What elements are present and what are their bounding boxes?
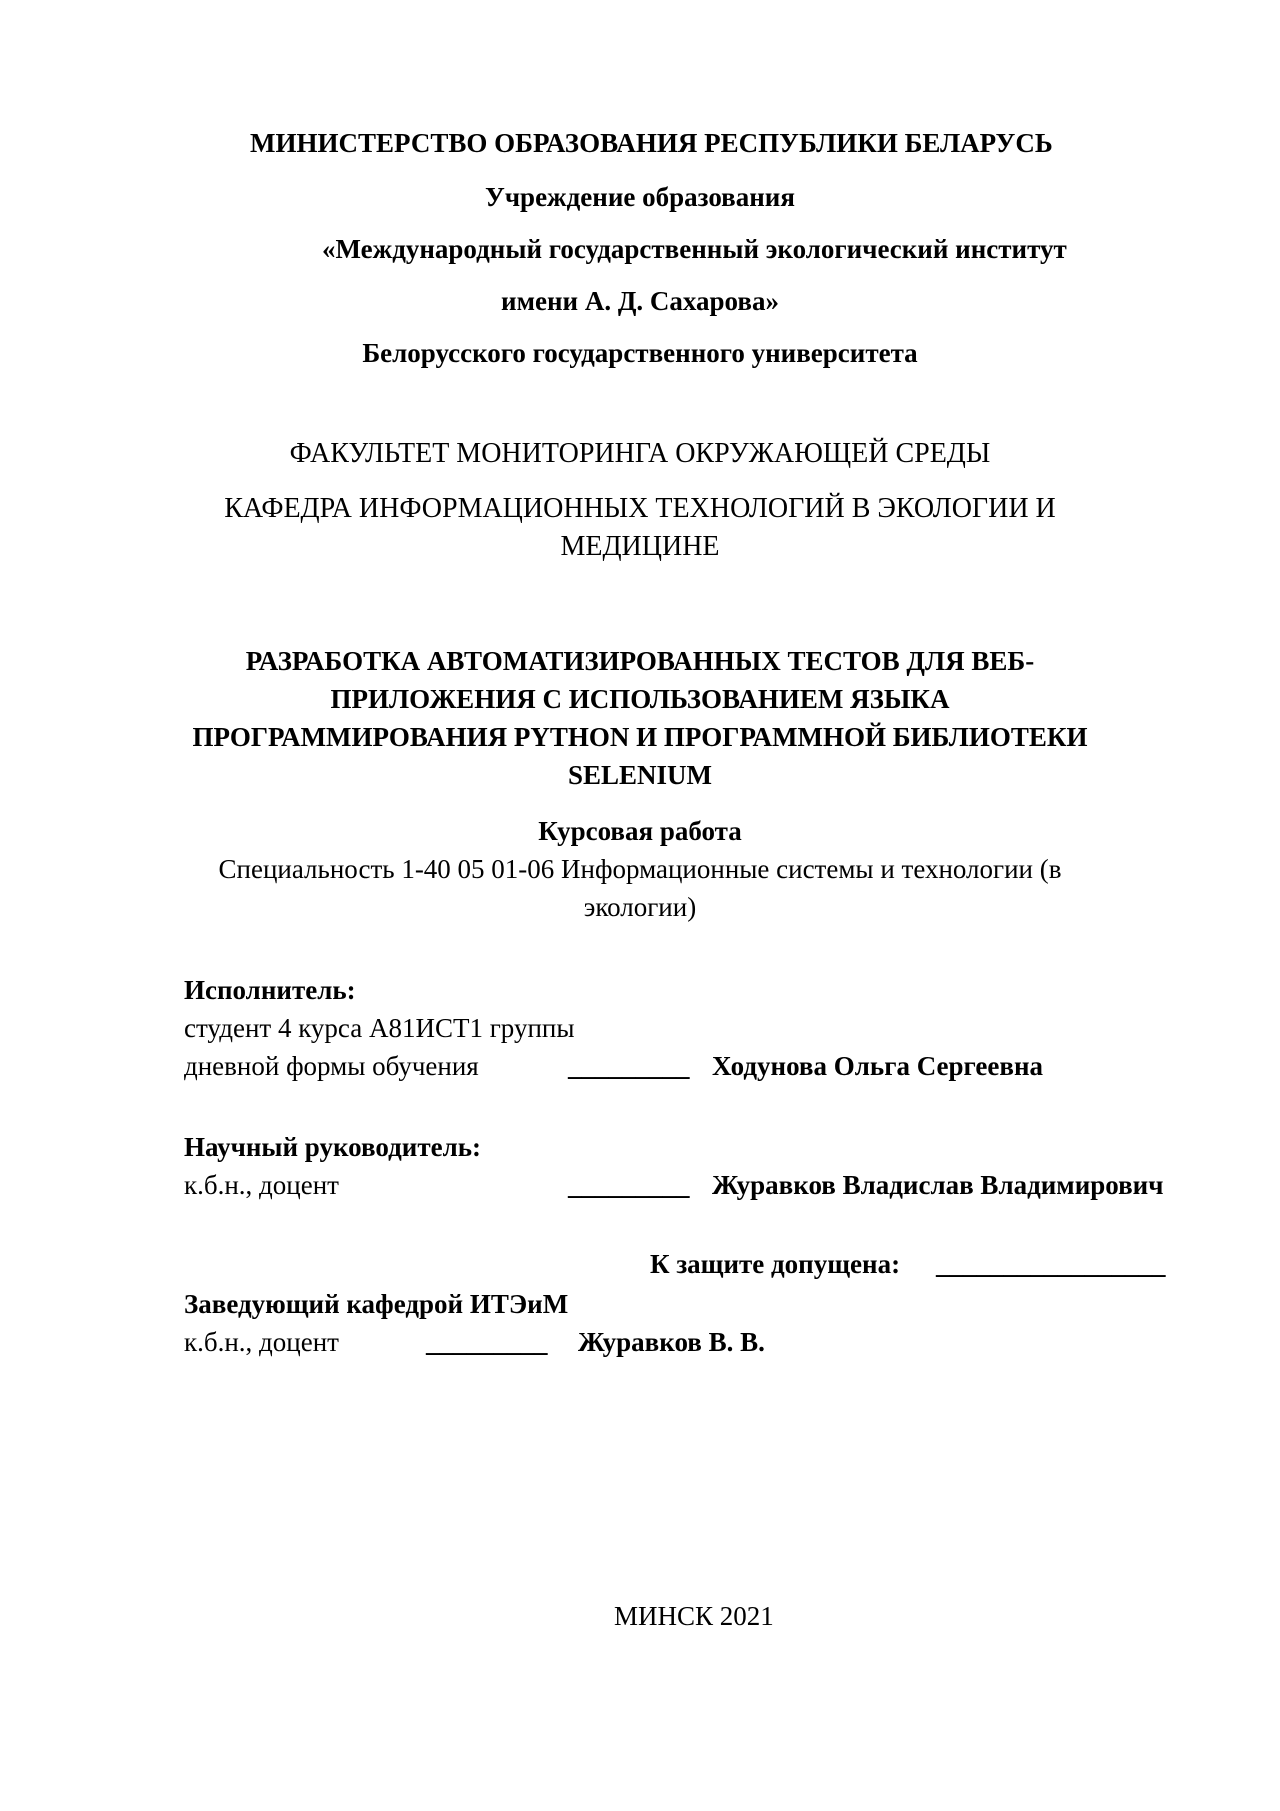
head-signature-line: _________ [426,1327,548,1357]
executor-heading: Исполнитель: [184,975,356,1005]
supervisor-signature-line: _________ [568,1170,690,1200]
supervisor-degree: к.б.н., доцент [184,1170,339,1200]
institution-type: Учреждение образования [485,182,795,212]
department-line2: МЕДИЦИНЕ [560,531,720,562]
faculty-name: ФАКУЛЬТЕТ МОНИТОРИНГА ОКРУЖАЮЩЕЙ СРЕДЫ [289,438,991,469]
title-line4: SELENIUM [567,760,713,790]
title-line3: ПРОГРАММИРОВАНИЯ PYTHON И ПРОГРАММНОЙ БИБЛИОТЕКИ [192,722,1088,752]
admission-blank: _________________ [936,1249,1166,1279]
head-heading: Заведующий кафедрой ИТЭиМ [184,1289,569,1319]
supervisor-name: Журавков Владислав Владимирович [712,1170,1164,1200]
head-name: Журавков В. В. [578,1327,765,1357]
institution-name-line2: имени А. Д. Сахарова» [501,286,779,316]
supervisor-heading: Научный руководитель: [184,1132,481,1162]
specialty-line2: экологии) [583,892,697,922]
specialty-line1: Специальность 1-40 05 01-06 Информационные системы и технологии (в [218,854,1062,884]
institution-name-line1: «Международный государственный экологический институт [322,234,1067,264]
head-degree: к.б.н., доцент [184,1327,339,1357]
university-name: Белорусского государственного университета [362,338,918,368]
executor-name: Ходунова Ольга Сергеевна [712,1051,1044,1081]
work-type: Курсовая работа [538,816,742,846]
department-line1: КАФЕДРА ИНФОРМАЦИОННЫХ ТЕХНОЛОГИЙ В ЭКОЛОГИИ И [224,493,1056,524]
executor-signature-line: _________ [568,1051,690,1081]
executor-study-form: дневной формы обучения [184,1051,479,1081]
ministry-title: МИНИСТЕРСТВО ОБРАЗОВАНИЯ РЕСПУБЛИКИ БЕЛАРУСЬ [250,128,1053,158]
title-line1: РАЗРАБОТКА АВТОМАТИЗИРОВАННЫХ ТЕСТОВ ДЛЯ ВЕБ- [245,646,1035,676]
title-line2: ПРИЛОЖЕНИЯ С ИСПОЛЬЗОВАНИЕМ ЯЗЫКА [330,684,950,714]
city-year: МИНСК 2021 [614,1601,774,1631]
admission-label: К защите допущена: [650,1249,901,1279]
executor-course: студент 4 курса А81ИСТ1 группы [184,1013,575,1043]
